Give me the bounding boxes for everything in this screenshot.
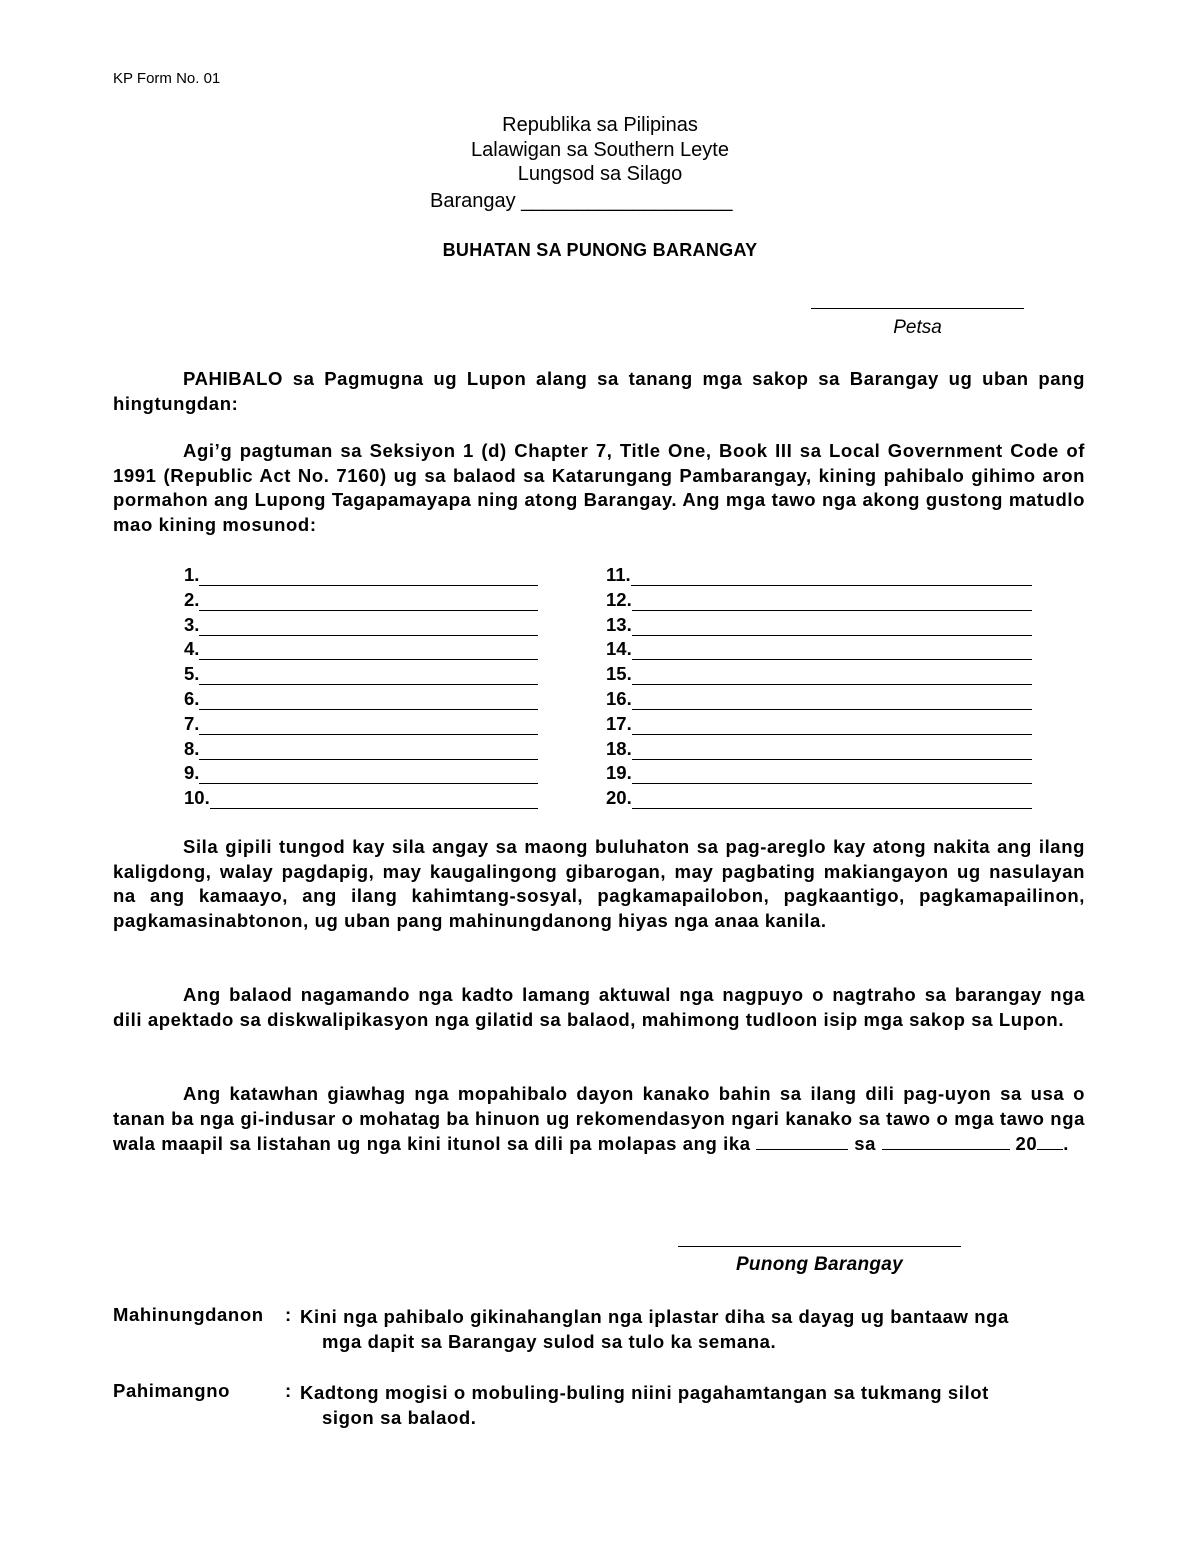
nominee-name-field[interactable]	[632, 740, 1032, 760]
nominee-number: 4.	[184, 638, 200, 660]
nominee-row	[184, 587, 538, 611]
signature-line[interactable]	[678, 1246, 961, 1247]
nominee-name-field[interactable]	[199, 665, 538, 685]
signatory-label: Punong Barangay	[735, 1254, 904, 1275]
paragraph-qualifications: Sila gipili tungod kay sila angay sa maong buluhaton sa pag-areglo kay atong nakita ang ilang kaligdong, walay pagdapig, may kaugalingong gibarogan, may pagbating makiangayon ug nasulayan na ang kamaayo, ang ilang kahimtang-sosyal, pagkamapailobon, pagkaantigo, pagkamapailinon, pagkamasinabtonon, ug uban pang mahinungdanong hiyas nga anaa kanila.	[113, 836, 1085, 931]
nominee-row	[184, 636, 538, 660]
nominee-row	[606, 636, 1032, 660]
nominee-name-field[interactable]	[632, 665, 1032, 685]
paragraph-objection: Ang katawhan giawhag nga mopahibalo dayon kanako bahin sa ilang dili pag-uyon sa usa o tanan ba nga gi-indusar o mohatag ba hinuon ug rekomendasyon ngari kanako sa tawo o mga tawo nga wala maapil sa listahan ug nga kini itunol sa dili pa molapas ang ika sa 20 .	[113, 1083, 1085, 1154]
nominee-number: 8.	[184, 737, 200, 759]
paragraph-notice: PAHIBALO sa Pagmugna ug Lupon alang sa tanang mga sakop sa Barangay ug uban pang hingtungdan:	[113, 368, 1085, 414]
nominee-row	[184, 661, 538, 685]
nominee-row	[184, 760, 538, 784]
nominee-number: 14.	[606, 638, 632, 660]
nominee-row	[606, 587, 1032, 611]
nominee-number: 10.	[184, 787, 210, 809]
nominee-number: 9.	[184, 762, 200, 784]
nominee-name-field[interactable]	[632, 616, 1032, 636]
nominee-number: 12.	[606, 588, 632, 610]
nominee-number: 11.	[606, 564, 631, 585]
nominee-name-field[interactable]	[199, 591, 538, 611]
nominee-name-field[interactable]	[199, 715, 538, 735]
nominee-number: 15.	[606, 663, 632, 685]
paragraph-legal-basis: Agi’g pagtuman sa Seksiyon 1 (d) Chapter 7, Title One, Book III sa Local Government Code of 1991 (Republic Act No. 7160) ug sa balaod sa Katarungang Pambarangay, kining pahibalo gihimo aron pormahon ang Lupong Tagapamayapa ning atong Barangay. Ang mga tawo nga akong gustong matudlo mao kining mosunod:	[113, 440, 1085, 535]
nominee-name-field[interactable]	[199, 690, 538, 710]
nominee-number: 5.	[184, 663, 200, 685]
nominee-row	[184, 785, 538, 809]
warning-label: Pahimangno	[113, 1380, 231, 1401]
nominee-row	[606, 760, 1032, 784]
nominee-number: 18.	[606, 737, 632, 759]
header-barangay: Barangay ___________________	[430, 190, 733, 212]
nominee-name-field[interactable]	[632, 764, 1032, 784]
nominee-row	[606, 661, 1032, 685]
nominee-row	[184, 711, 538, 735]
nominee-row	[184, 736, 538, 760]
nominee-number: 16.	[606, 688, 632, 709]
nominee-row	[184, 686, 538, 710]
nominee-row	[606, 785, 1032, 809]
month-field[interactable]	[882, 1131, 1010, 1150]
nominee-number: 20.	[606, 787, 632, 809]
warning-colon: :	[285, 1380, 292, 1401]
nominee-row	[184, 562, 538, 586]
nominee-name-field[interactable]	[632, 789, 1032, 809]
nominee-row	[184, 612, 538, 636]
nominee-name-field[interactable]	[199, 640, 538, 660]
nominee-number: 3.	[184, 613, 200, 635]
date-label: Petsa	[893, 317, 942, 338]
paragraph-law: Ang balaod nagamando nga kadto lamang aktuwal nga nagpuyo o nagtraho sa barangay nga dili apektado sa diskwalipikasyon nga gilatid sa balaod, mahimong tudloon isip mga sakop sa Lupon.	[113, 984, 1085, 1030]
header-municipality: Lungsod sa Silago	[517, 163, 683, 185]
nominee-row	[606, 736, 1032, 760]
nominee-name-field[interactable]	[199, 764, 538, 784]
nominee-number: 7.	[184, 712, 200, 734]
nominee-number: 6.	[184, 688, 200, 709]
nominee-row	[606, 686, 1032, 710]
day-field[interactable]	[756, 1131, 848, 1150]
nominee-number: 2.	[184, 588, 200, 610]
year-field[interactable]	[1037, 1131, 1063, 1150]
nominee-number: 19.	[606, 762, 632, 784]
nominee-row	[606, 711, 1032, 735]
nominee-row	[606, 612, 1032, 636]
form-number: KP Form No. 01	[113, 70, 221, 87]
warning-text: Kadtong mogisi o mobuling-buling niini pagahamtangan sa tukmang silot sigon sa balaod.	[300, 1382, 989, 1428]
important-label: Mahinungdanon	[113, 1304, 264, 1325]
nominee-name-field[interactable]	[632, 640, 1032, 660]
nominee-name-field[interactable]	[199, 566, 538, 586]
nominee-name-field[interactable]	[199, 740, 538, 760]
important-text: Kini nga pahibalo gikinahanglan nga iplastar diha sa dayag ug bantaaw nga mga dapit sa Barangay sulod sa tulo ka semana.	[300, 1306, 1009, 1352]
document-title: BUHATAN SA PUNONG BARANGAY	[442, 240, 758, 260]
nominee-name-field[interactable]	[632, 591, 1032, 611]
nominee-name-field[interactable]	[199, 616, 538, 636]
nominee-name-field[interactable]	[631, 566, 1032, 586]
nominee-row	[606, 562, 1032, 586]
important-colon: :	[285, 1304, 292, 1325]
date-line	[811, 308, 1024, 309]
nominee-name-field[interactable]	[632, 715, 1032, 735]
nominee-number: 13.	[606, 613, 632, 635]
nominee-number: 17.	[606, 712, 632, 734]
nominee-name-field[interactable]	[632, 690, 1032, 710]
header-province: Lalawigan sa Southern Leyte	[471, 139, 729, 161]
nominee-name-field[interactable]	[210, 789, 538, 809]
header-republic: Republika sa Pilipinas	[502, 114, 698, 136]
nominee-number: 1.	[184, 564, 200, 585]
